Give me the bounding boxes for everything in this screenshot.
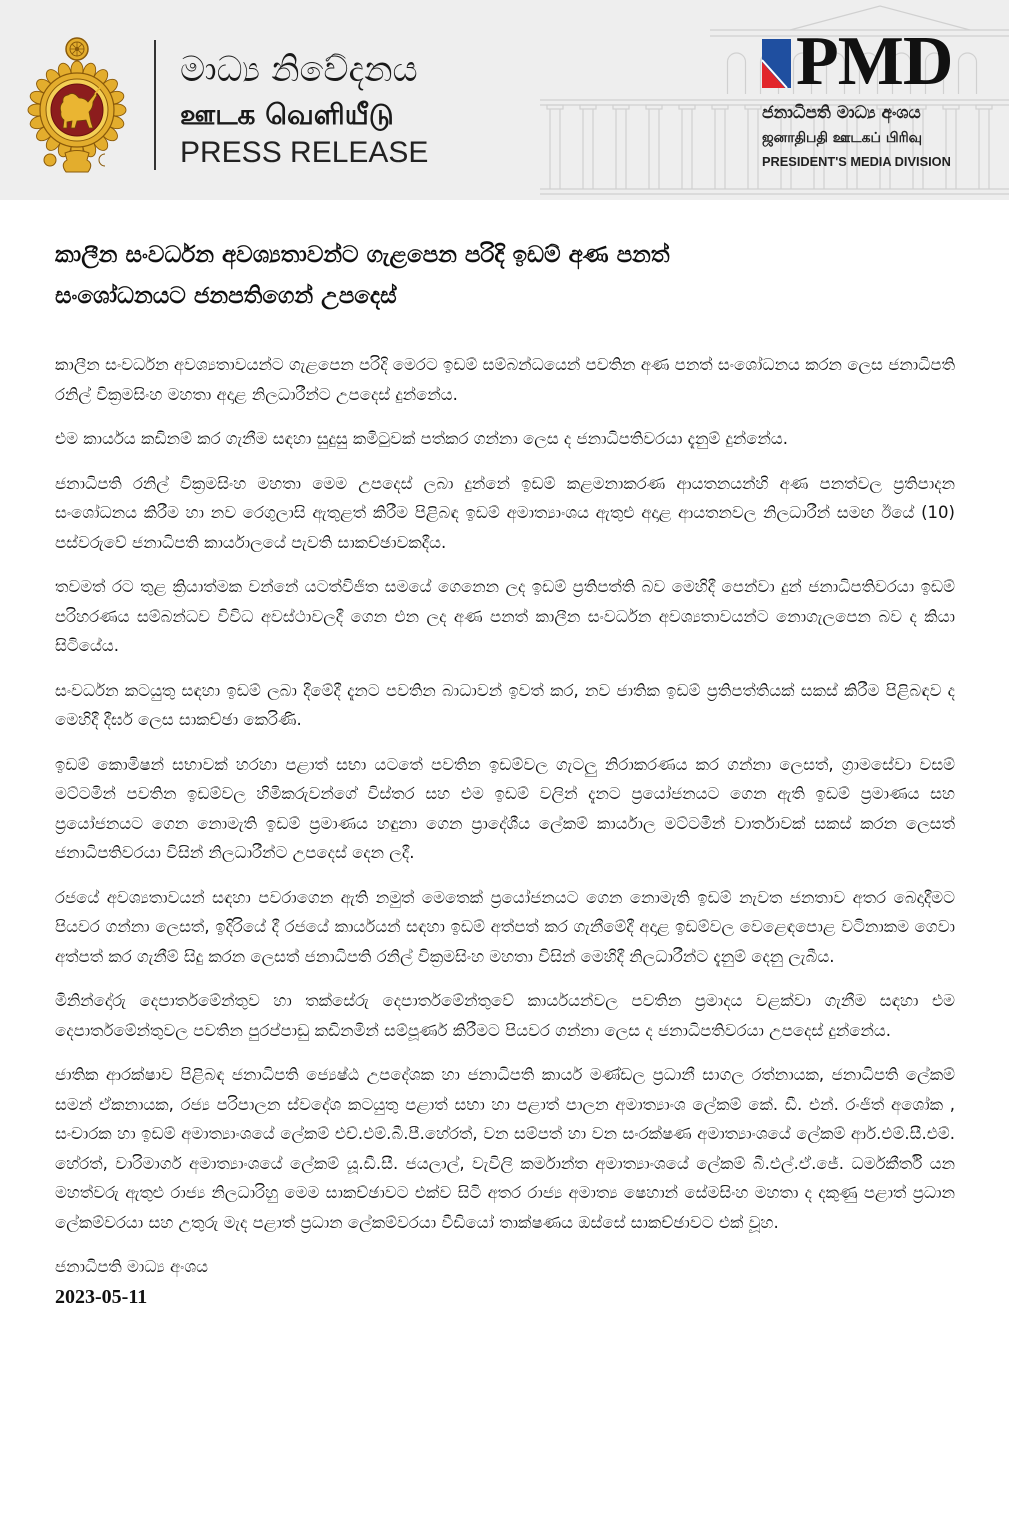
moon-icon xyxy=(99,154,105,166)
paragraph: රජයේ අවශ්‍යතාවයන් සඳහා පවරාගෙන ඇති නමුත් මෙතෙක් ප්‍රයෝජනයට ගෙන නොමැති ඉඩම් නැවත ජනතාව අතර බෙදාදීමට පියවර ගන්නා ලෙසත්, ඉදිරියේ දී රජයේ කාර්යයන් සඳහා ඉඩම් අත්පත් කර ගැනීමේදී අදාළ ඉඩම්වල වෙළෙඳපොළ වටිනාකම ගෙවා අත්පත් කර ගැනීම් සිදු කරන ලෙසත් ජනාධිපති රනිල් වික්‍රමසිංහ මහතා විසින් මෙහිදී නිලධාරීන්ට දැනුම් දෙනු ලැබීය. xyxy=(55,887,955,966)
vase-icon xyxy=(63,151,91,173)
release-date: 2023-05-11 xyxy=(55,1286,148,1308)
pmd-logo-mark-icon xyxy=(762,39,791,88)
press-release-title-tamil: ஊடக வெளியீடு xyxy=(180,98,394,131)
sun-icon xyxy=(44,154,56,166)
building-column-capital xyxy=(745,105,761,109)
building-column-capital xyxy=(712,105,728,109)
building-column-capital xyxy=(679,105,695,109)
header-divider xyxy=(154,40,156,170)
headline-line: කාලීන සංවර්ධන අවශ්‍යතාවන්ට ගැළපෙන පරිදි ඉඩම් අණ පනත් xyxy=(55,242,670,268)
paragraph: තවමත් රට තුළ ක්‍රියාත්මක වන්නේ යටත්විජිත සමයේ ගෙනෙන ලද ඉඩම් ප්‍රතිපත්ති බව මෙහිදී පෙන්වා දුන් ජනාධිපතිවරයා ඉඩම් පරිහරණය සම්බන්ධව විවිධ අවස්ථාවලදී ගෙන එන ලද අණ පනත් කාලීන සංවර්ධන අවශ්‍යතාවයන්ට නොගැලපෙන බව ද කියා සිටියේය. xyxy=(55,577,955,655)
building-window-arch xyxy=(959,53,977,94)
paragraph: ජනාධිපති රනිල් වික්‍රමසිංහ මහතා මෙම උපදෙස් ලබා දුන්නේ ඉඩම් කළමනාකරණ ආයතනයන්හි අණ පනත්වල ප්‍රතිපාදන සංශෝධනය කිරීම හා නව රෙගුලාසි ඇතුළත් කිරීම පිළිබඳ ඉඩම් අමාත්‍යාංශය ඇතුළු අදාළ ආයතනවල නිලධාරීන් සමඟ ඊයේ (10) පස්වරුවේ ජනාධිපති කාර්යාලයේ පැවති සාකච්ඡාවකදීය. xyxy=(55,473,955,552)
building-column-capital xyxy=(976,105,992,109)
building-window-arch xyxy=(728,53,746,94)
press-release-title-english: PRESS RELEASE xyxy=(180,136,429,169)
paragraph: එම කාර්යය කඩිනම් කර ගැනීම සඳහා සුදුසු කමිටුවක් පත්කර ගන්නා ලෙස ද ජනාධිපතිවරයා දැනුම් දුන්නේය. xyxy=(55,429,788,448)
building-column-capital xyxy=(580,105,596,109)
org-name-english: PRESIDENT'S MEDIA DIVISION xyxy=(762,154,951,169)
issuer-signature: ජනාධිපති මාධ්‍ය අංශය xyxy=(55,1257,209,1276)
letterhead xyxy=(0,0,1009,200)
org-name-sinhala: ජනාධිපති මාධ්‍ය අංශය xyxy=(762,103,921,123)
paragraph: සංවර්ධන කටයුතු සඳහා ඉඩම් ලබා දීමේදී දැනට පවතින බාධාවන් ඉවත් කර, නව ජාතික ඉඩම් ප්‍රතිපත්තියක් සකස් කිරීම පිළිබඳව ද මෙහිදී දීර්ඝ ලෙස සාකච්ඡා කෙරිණි. xyxy=(55,680,955,729)
sri-lanka-emblem-icon xyxy=(26,36,128,176)
building-column-capital xyxy=(613,105,629,109)
building-column-capital xyxy=(547,105,563,109)
press-release-body xyxy=(55,235,955,1312)
pmd-logo-text: PMD xyxy=(796,23,953,100)
footer xyxy=(55,1252,955,1312)
paragraph: කාලීන සංවර්ධන අවශ්‍යතාවයන්ට ගැළපෙන පරිදි මෙරට ඉඩම් සම්බන්ධයෙන් පවතින අණ පනත් සංශෝධනය කරන ලෙස ජනාධිපති රනිල් වික්‍රමසිංහ මහතා අදාළ නිලධාරීන්ට උපදෙස් දුන්නේය. xyxy=(55,355,955,404)
paragraph: මිනින්දෝරු දෙපාර්තමේන්තුව හා තක්සේරු දෙපාර්තමේන්තුවේ කාර්යයන්වල පවතින ප්‍රමාදය වළක්වා ගැනීම සඳහා එම දෙපාර්තමේන්තුවල පවතින පුරප්පාඩු කඩිනමින් සම්පූර්ණ කිරීමට පියවර ගන්නා ලෙස ද ජනාධිපතිවරයා උපදෙස් දුන්නේය. xyxy=(55,991,955,1040)
building-column-capital xyxy=(943,105,959,109)
headline-line: සංශෝධනයට ජනපතිගෙන් උපදෙස් xyxy=(55,283,397,309)
org-name-tamil: ஜனாதிபதி ஊடகப் பிரிவு xyxy=(762,130,923,146)
building-column-capital xyxy=(646,105,662,109)
press-release-title-sinhala: මාධ්‍ය නිවේදනය xyxy=(180,50,418,90)
dharmachakra-icon xyxy=(66,38,88,60)
paragraph: ඉඩම් කොමිෂන් සභාවක් හරහා පළාත් සභා යටතේ පවතින ඉඩම්වල ගැටලු නිරාකරණය කර ගන්නා ලෙසත්, ග්‍රාමසේවා වසම් මට්ටමින් පවතින ඉඩම්වල හිමිකරුවන්ගේ විස්තර සහ එම ඉඩම් වලින් දැනට ප්‍රයෝජනයට ගෙන ඇති ඉඩම් ප්‍රමාණය සහ ප්‍රයෝජනයට ගෙන නොමැති ඉඩම් ප්‍රමාණය හඳුනා ගෙන ප්‍රාදේශීය ලේකම් කාර්යාල මට්ටමින් වාර්තාවක් සකස් කරන ලෙසත් ජනාධිපතිවරයා විසින් නිලධාරීන්ට උපදෙස් දෙන ලදී. xyxy=(55,754,955,862)
paragraph: ජාතික ආරක්ෂාව පිළිබඳ ජනාධිපති ජ්‍යෙෂ්ඨ උපදේශක හා ජනාධිපති කාර්ය මණ්ඩල ප්‍රධානී සාගල රත්නායක, ජනාධිපති ලේකම් සමන් ඒකනායක, රජ්‍ය පරිපාලන ස්වදේශ කටයුතු පළාත් සභා හා පළාත් පාලන අමාත්‍යාංශ ලේකම් කේ. ඩී. එන්. රංජිත් අශෝක , සංචාරක හා ඉඩම් අමාත්‍යාංශයේ ලේකම් එච්.එම්.බී.පී.හේරත්, වන සම්පත් හා වන සංරක්ෂණ අමාත්‍යාංශයේ ලේකම් ආර්.එම්.සී.එම්. හේරත්, වාරිමාර්ග අමාත්‍යාංශයේ ලේකම් යූ.ඩී.සී. ජයලාල්, වැවිලි කර්මාන්ත අමාත්‍යාංශයේ ලේකම් බී.එල්.ඒ.ජේ. ධර්මකීර්ති යන මහත්වරු ඇතුළු රාජ්‍ය නිලධාරිහු මෙම සාකච්ඡාවට එක්ව සිටි අතර රාජ්‍ය අමාත්‍ය ෂෙහාන් සේමසිංහ මහතා ද දකුණු පළාත් ප්‍රධාන ලේකම්වරයා සහ උතුරු මැද පළාත් ප්‍රධාන ලේකම්වරයා වීඩියෝ තාක්ෂණය ඔස්සේ සාකච්ඡාවට එක් වූහ. xyxy=(55,1065,955,1232)
headline xyxy=(55,235,955,317)
